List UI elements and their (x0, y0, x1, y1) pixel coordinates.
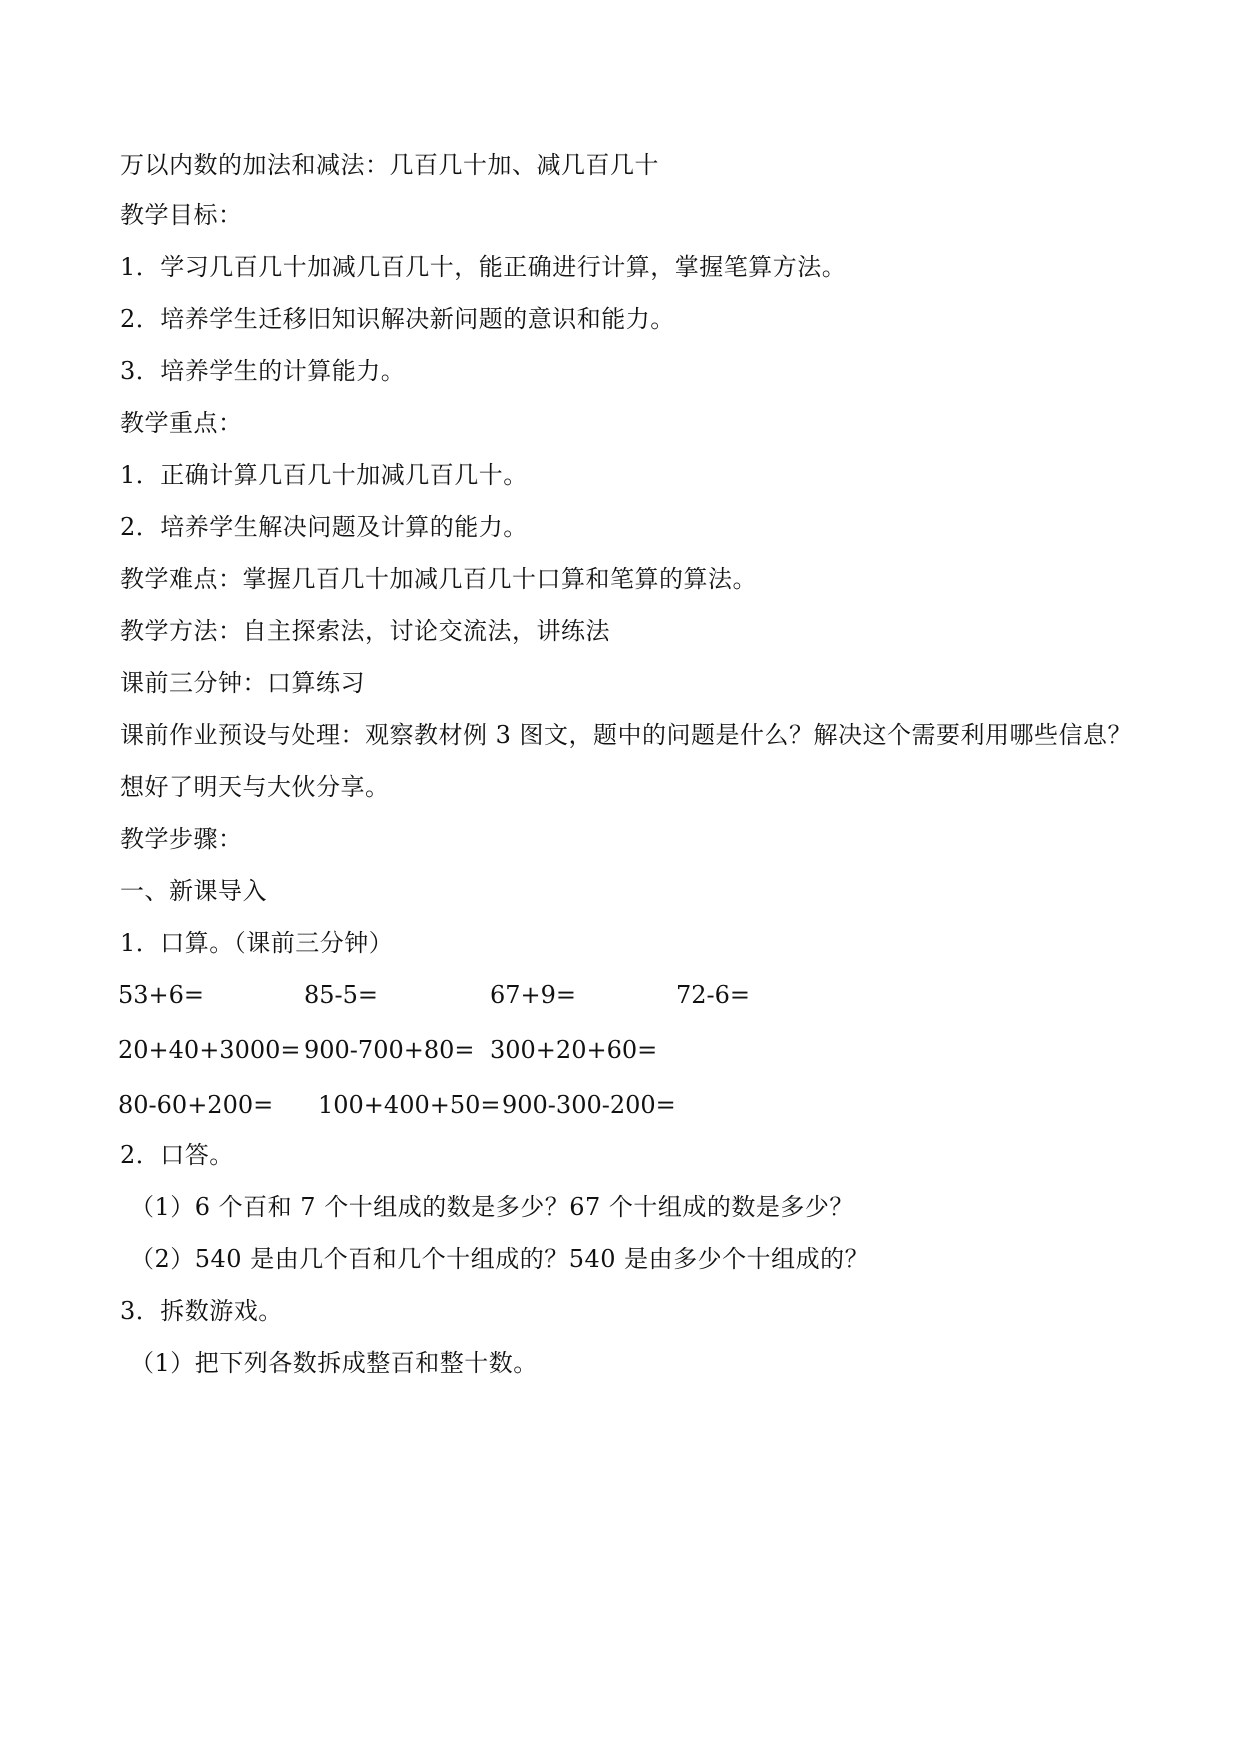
oral-expression: 67+9= (490, 981, 577, 1009)
key-points-heading: 教学重点： (120, 409, 243, 437)
warmup-line: 课前三分钟：口算练习 (120, 669, 365, 697)
oral-expression: 300+20+60= (490, 1036, 658, 1064)
oral-expression: 900-700+80= (304, 1036, 475, 1064)
goals-heading: 教学目标： (120, 201, 243, 229)
oral-expression: 53+6= (118, 981, 205, 1009)
oral-expression: 900-300-200= (502, 1091, 676, 1119)
goal-item: 2．培养学生迁移旧知识解决新问题的意识和能力。 (120, 305, 675, 333)
goal-item: 1．学习几百几十加减几百几十，能正确进行计算，掌握笔算方法。 (120, 253, 847, 281)
oral-expression: 85-5= (304, 981, 379, 1009)
difficulty-line: 教学难点：掌握几百几十加减几百几十口算和笔算的算法。 (120, 565, 757, 593)
oral-expression: 72-6= (676, 981, 751, 1009)
document-title: 万以内数的加法和减法：几百几十加、减几百几十 (120, 151, 659, 179)
key-point-item: 2．培养学生解决问题及计算的能力。 (120, 513, 528, 541)
goal-item: 3．培养学生的计算能力。 (120, 357, 406, 385)
steps-heading: 教学步骤： (120, 825, 243, 853)
homework-line: 课前作业预设与处理：观察教材例 3 图文，题中的问题是什么？解决这个需要利用哪些信息？ (120, 721, 1133, 749)
item-heading: 3．拆数游戏。 (120, 1297, 283, 1325)
methods-line: 教学方法：自主探索法，讨论交流法，讲练法 (120, 617, 610, 645)
question-line: （2）540 是由几个百和几个十组成的？540 是由多少个十组成的？ (130, 1245, 870, 1273)
oral-expression: 100+400+50= (318, 1091, 501, 1119)
question-line: （1）6 个百和 7 个十组成的数是多少？67 个十组成的数是多少？ (130, 1193, 854, 1221)
section-heading: 一、新课导入 (120, 877, 267, 905)
homework-line: 想好了明天与大伙分享。 (120, 773, 390, 801)
item-heading: 2．口答。 (120, 1141, 234, 1169)
oral-expression: 80-60+200= (118, 1091, 274, 1119)
question-line: （1）把下列各数拆成整百和整十数。 (130, 1349, 538, 1377)
oral-expression: 20+40+3000= (118, 1036, 301, 1064)
item-heading: 1．口算。（课前三分钟） (120, 929, 394, 957)
key-point-item: 1．正确计算几百几十加减几百几十。 (120, 461, 528, 489)
